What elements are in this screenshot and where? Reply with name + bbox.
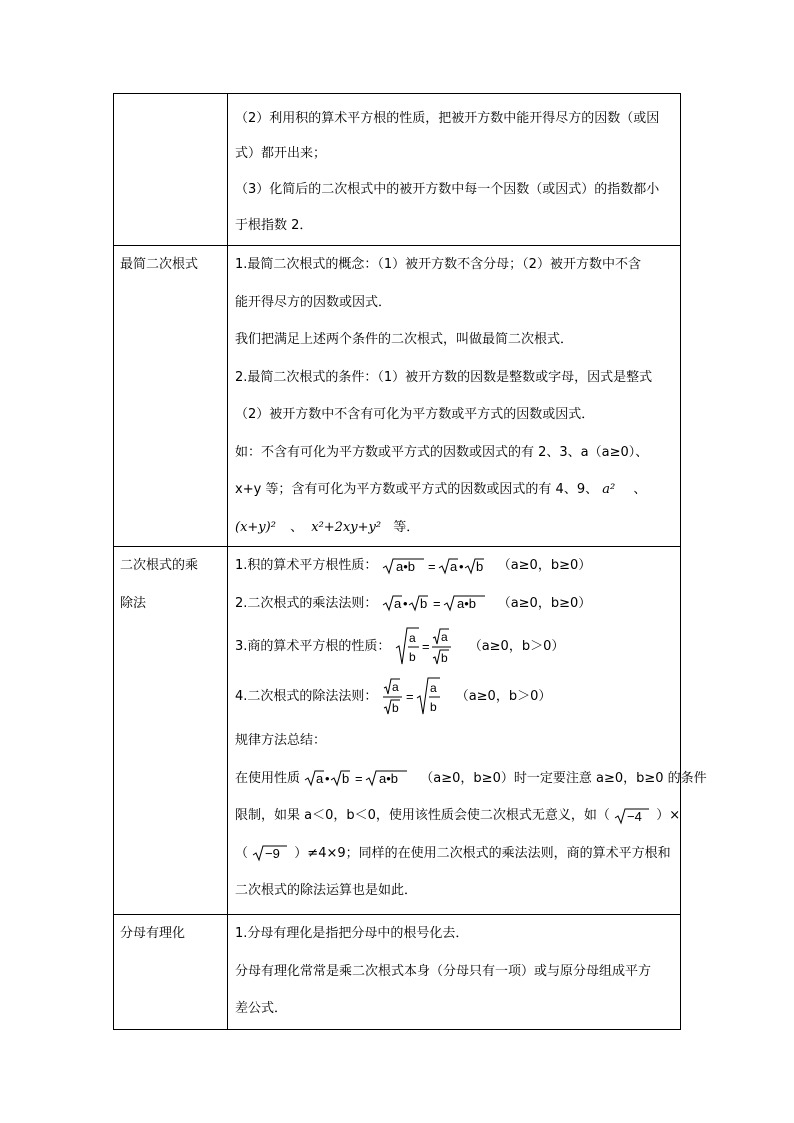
text-line bbox=[235, 760, 707, 798]
text-line bbox=[235, 585, 680, 623]
formula-text: a•b bbox=[456, 596, 476, 611]
formula-text: b bbox=[408, 649, 416, 664]
formula-text: a bbox=[408, 630, 416, 645]
formula-text: b bbox=[475, 558, 483, 574]
text-segment: 4.二次根式的除法法则： bbox=[235, 689, 378, 704]
text-line: 分母有理化常常是乘二次根式本身（分母只有一项）或与原分母组成平方 bbox=[235, 963, 652, 979]
formula-quotient-of-sqrts bbox=[382, 676, 452, 718]
text-line: 于根指数 2． bbox=[235, 218, 313, 233]
formula-text: a bbox=[449, 558, 457, 574]
formula-text: a bbox=[429, 680, 437, 695]
text-line: 1.最简二次根式的概念：（1）被开方数不含分母；（2）被开方数中不含 bbox=[235, 257, 641, 272]
math-a-squared: a² bbox=[602, 482, 616, 497]
formula-sqrt-neg9 bbox=[252, 843, 290, 863]
text-line: （3）化简后的二次根式中的被开方数中每一个因数（或因式）的指数都小 bbox=[235, 182, 660, 197]
formula-text: a•b bbox=[395, 558, 415, 574]
row-content bbox=[228, 547, 707, 915]
formula-sqrt-a-times-sqrt-b bbox=[304, 768, 416, 788]
text-segment: （a≥0，b≥0） bbox=[497, 595, 592, 611]
text-line: （2）被开方数中不含有可化为平方数或平方式的因数或因式． bbox=[235, 407, 595, 422]
formula-text: = bbox=[421, 638, 430, 654]
formula-text: • bbox=[458, 558, 464, 574]
formula-text: • bbox=[402, 596, 408, 611]
formula-sqrt-a-times-sqrt-b bbox=[382, 593, 494, 613]
formula-text: • bbox=[325, 771, 330, 786]
formula-sqrt-ab-eq bbox=[382, 556, 494, 576]
formula-text: a bbox=[440, 629, 448, 644]
text-line: 1.分母有理化是指把分母中的根号化去． bbox=[235, 926, 469, 941]
text-line: （2）利用积的算术平方根的性质，把被开方数中能开得尽方的因数（或因 bbox=[235, 111, 660, 126]
text-line: 式）都开出来； bbox=[235, 146, 327, 161]
text-segment: 3.商的算术平方根的性质： bbox=[235, 639, 391, 654]
formula-text: −9 bbox=[265, 846, 280, 861]
text-line: 2.最简二次根式的条件：（1）被开方数的因数是整数或字母，因式是整式 bbox=[235, 369, 653, 385]
text-line bbox=[235, 672, 680, 722]
formula-text: = bbox=[432, 596, 441, 611]
text-line: 如：不含有可化为平方数或平方式的因数或因式的有 2、3、a（a≥0）、 bbox=[235, 444, 649, 460]
text-segment: 等． bbox=[393, 519, 420, 535]
math-polynomial: x²+2xy+y² bbox=[311, 519, 382, 535]
table-row bbox=[114, 94, 681, 246]
formula-text: a bbox=[391, 679, 399, 694]
formula-text: = bbox=[427, 558, 436, 574]
row-content bbox=[228, 94, 681, 246]
row-label-text: 除法 bbox=[120, 595, 147, 611]
table-row bbox=[114, 915, 681, 1030]
text-segment: 限制，如果 a＜0，b＜0，使用该性质会使二次根式无意义，如（ bbox=[235, 808, 610, 823]
text-segment: 、 bbox=[290, 519, 304, 535]
text-segment: （a≥0，b≥0）时一定要注意 a≥0，b≥0 的条件 bbox=[420, 770, 707, 786]
row-content bbox=[228, 915, 681, 1030]
text-segment: （a≥0，b＞0） bbox=[468, 639, 565, 654]
row-label-text: 二次根式的乘 bbox=[120, 558, 199, 573]
text-segment: （a≥0，b＞0） bbox=[455, 689, 552, 704]
text-segment: x+y 等；含有可化为平方数或平方式的因数或因式的有 4、9、 bbox=[235, 482, 599, 497]
formula-text: b bbox=[440, 650, 448, 665]
table-row bbox=[114, 246, 681, 547]
formula-sqrt-neg4 bbox=[614, 806, 652, 826]
text-segment: （a≥0，b≥0） bbox=[497, 558, 592, 573]
formula-text: b bbox=[419, 596, 427, 611]
row-label bbox=[114, 547, 228, 915]
formula-text: = bbox=[405, 688, 414, 704]
text-line: 能开得尽方的因数或因式． bbox=[235, 294, 392, 310]
text-line bbox=[235, 622, 680, 672]
formula-sqrt-quotient bbox=[395, 626, 465, 668]
text-line bbox=[235, 509, 680, 547]
text-line bbox=[235, 471, 680, 509]
formula-text: b bbox=[429, 699, 437, 714]
formula-text: a•b bbox=[379, 771, 399, 786]
formula-text: −4 bbox=[627, 808, 642, 824]
formula-text: a bbox=[316, 771, 324, 786]
formula-text: = bbox=[355, 771, 363, 786]
row-label-text: 分母有理化 bbox=[120, 926, 186, 941]
math-sum-squared: (x+y)² bbox=[235, 519, 276, 535]
row-label-text: 最简二次根式 bbox=[120, 257, 199, 272]
text-line: 规律方法总结： bbox=[235, 733, 327, 748]
text-segment: 1.积的算术平方根性质： bbox=[235, 558, 378, 573]
text-segment: 在使用性质 bbox=[235, 770, 301, 786]
text-line: 二次根式的除法运算也是如此． bbox=[235, 883, 418, 898]
text-segment: 2.二次根式的乘法法则： bbox=[235, 595, 378, 611]
row-label bbox=[114, 246, 228, 547]
text-segment: （ bbox=[235, 845, 249, 861]
row-content bbox=[228, 246, 681, 547]
text-segment: ）≠4×9；同样的在使用二次根式的乘法法则，商的算术平方根和 bbox=[294, 845, 671, 861]
row-label bbox=[114, 915, 228, 1030]
text-line bbox=[235, 797, 680, 835]
text-line bbox=[235, 547, 680, 585]
row-label-empty bbox=[114, 94, 228, 246]
text-segment: ）× bbox=[656, 808, 681, 823]
formula-text: b bbox=[391, 700, 399, 715]
text-segment: 、 bbox=[633, 482, 647, 497]
formula-text: b bbox=[342, 771, 350, 786]
table-row bbox=[114, 547, 681, 915]
knowledge-table bbox=[113, 93, 707, 1030]
formula-text: a bbox=[393, 596, 401, 611]
text-line: 我们把满足上述两个条件的二次根式，叫做最简二次根式． bbox=[235, 332, 574, 347]
text-line bbox=[235, 835, 680, 873]
text-line: 差公式． bbox=[235, 1001, 288, 1016]
